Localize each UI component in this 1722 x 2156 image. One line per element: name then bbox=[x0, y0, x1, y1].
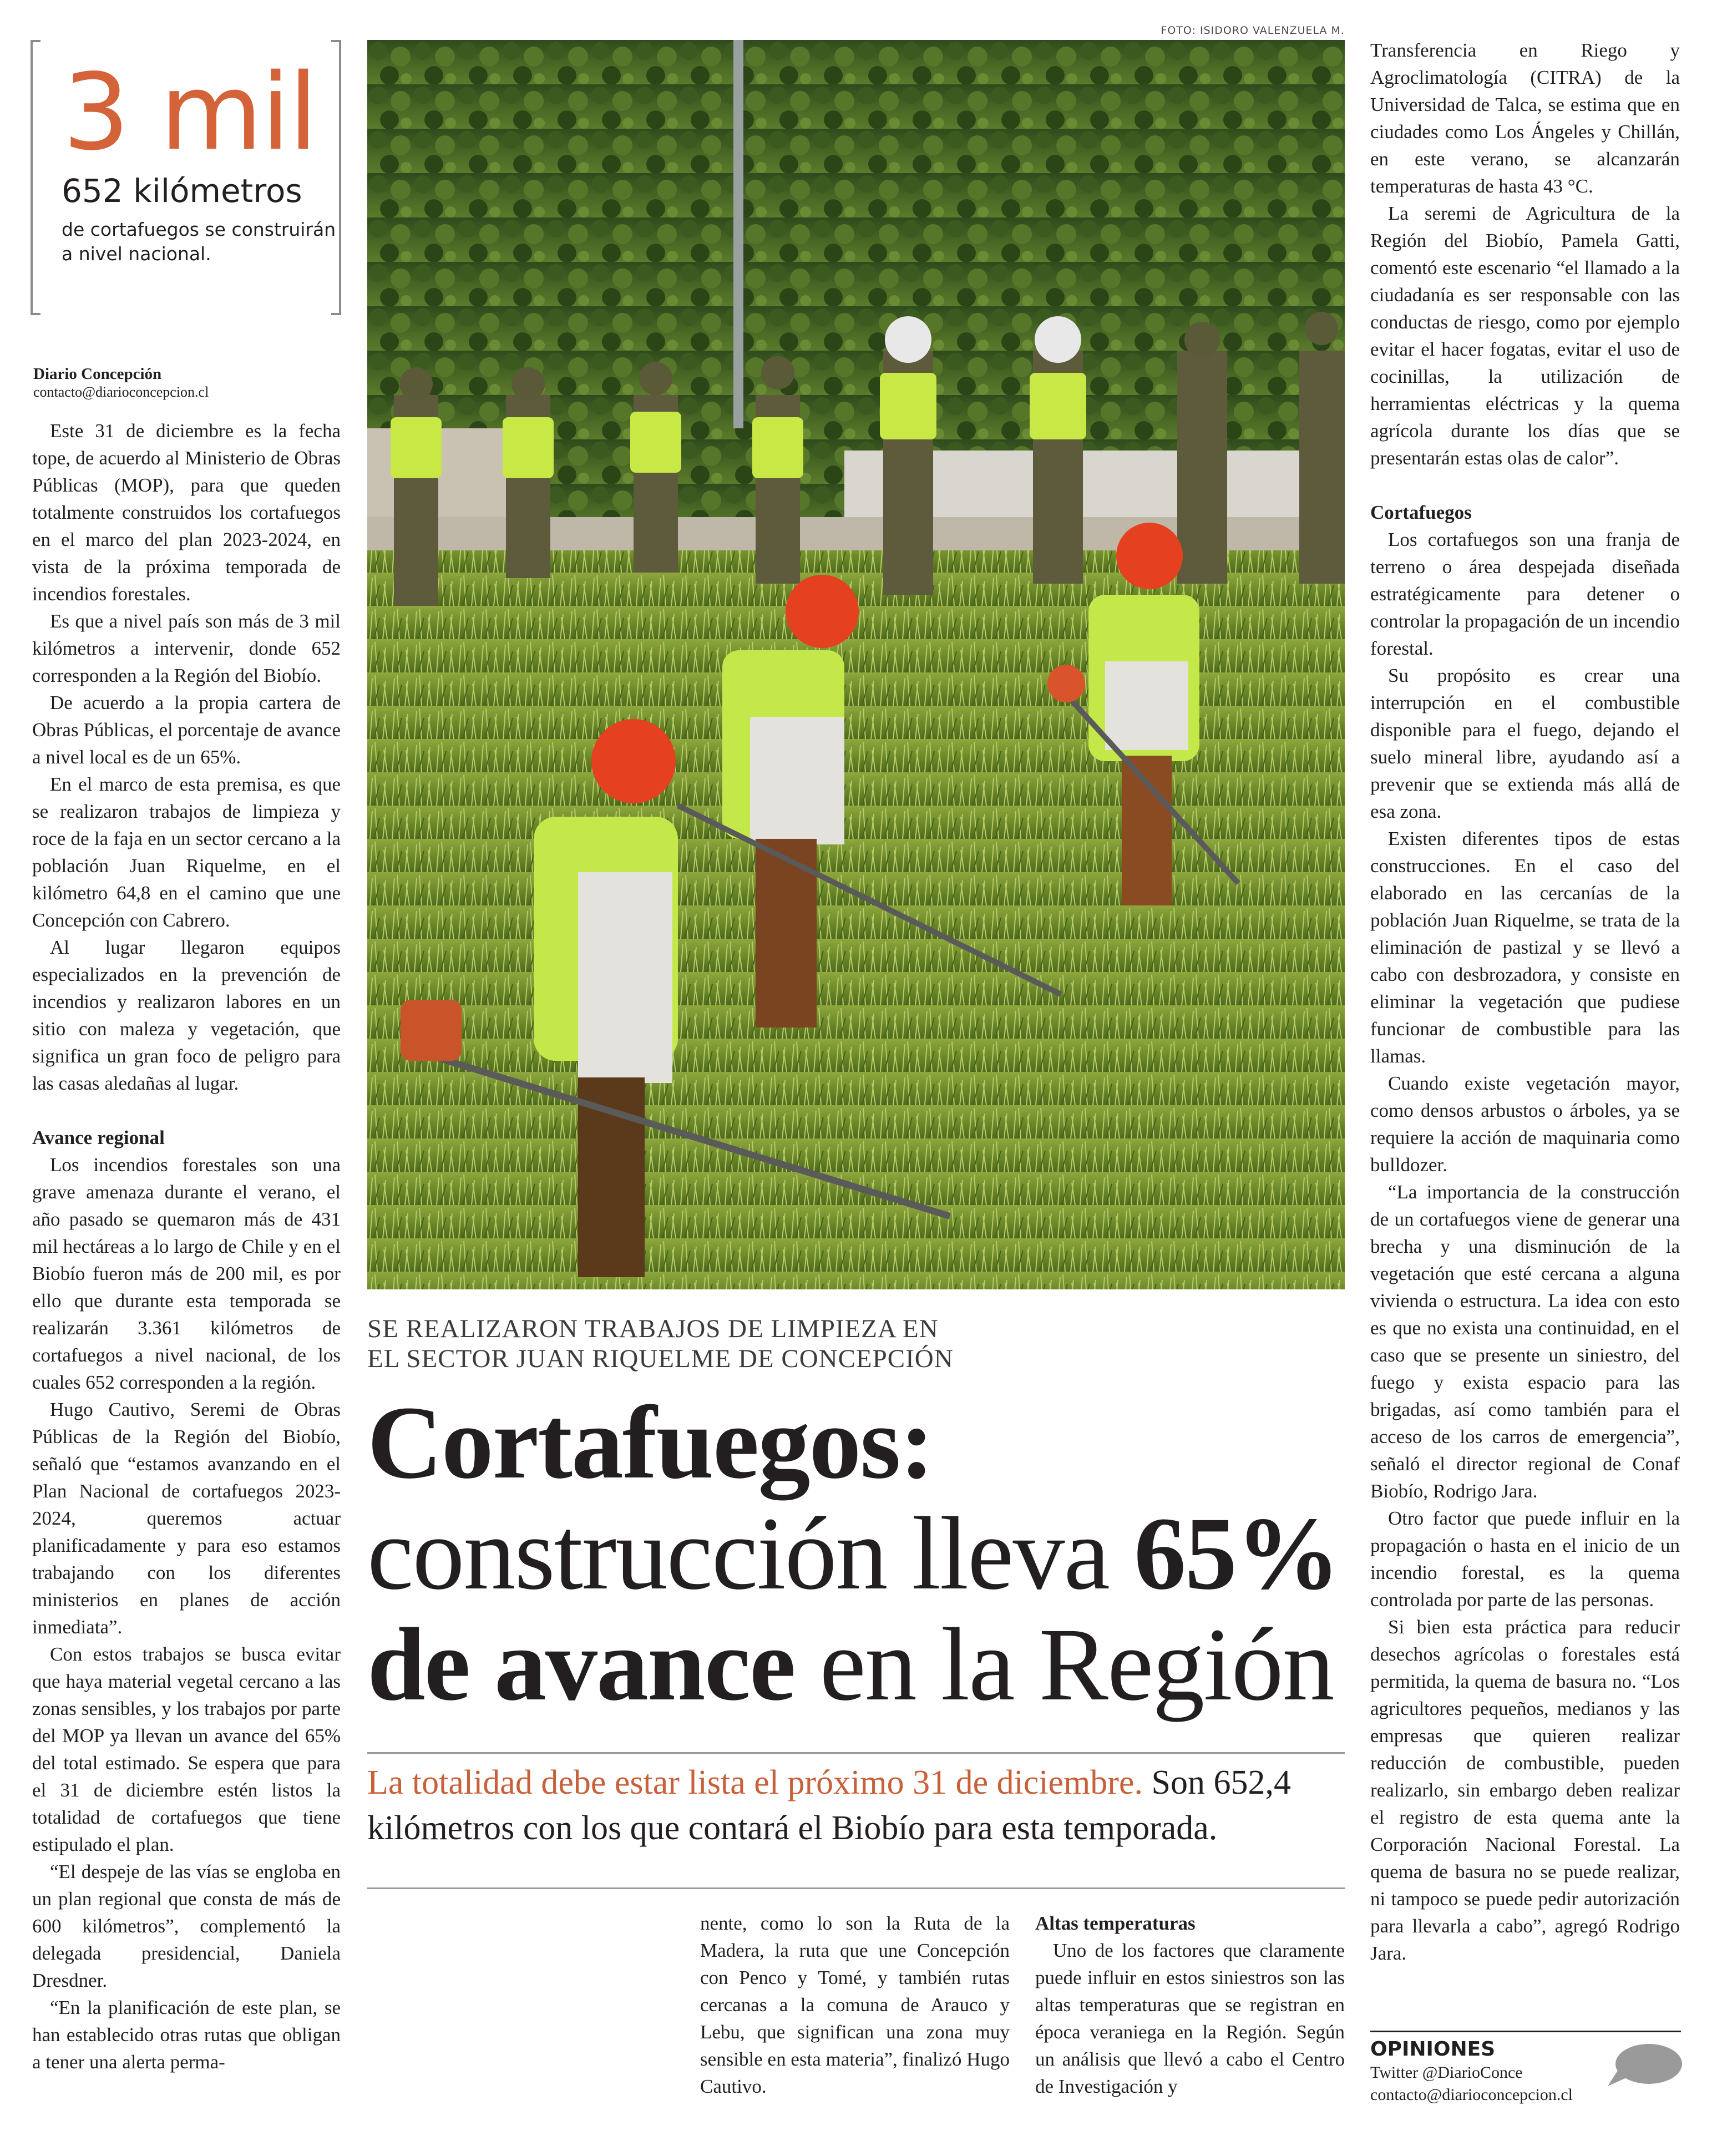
section-heading: Cortafuegos bbox=[1370, 502, 1472, 523]
bracket-left bbox=[31, 40, 40, 315]
byline-name: Diario Concepción bbox=[33, 365, 162, 383]
headline-line-3-bold: de avance bbox=[367, 1606, 795, 1722]
photo-illustration bbox=[367, 40, 1345, 1289]
stat-description: de cortafuegos se construirán a nivel nacional. bbox=[62, 219, 336, 265]
paragraph: Al lugar llegaron equipos especializados en la prevención de incendios y realizaron labores en un sitio con maleza y vegetación, que significa un gran foco de peligro para las casas aledañas al lugar. bbox=[32, 937, 341, 1094]
opinions-title: OPINIONES bbox=[1370, 2038, 1496, 2061]
paragraph: Hugo Cautivo, Seremi de Obras Públicas de la Región del Biobío, señaló que “estamos avanzando en el Plan Nacional de cortafuegos 2023-2024, queremos actuar planificadamente y para eso estamos trabajando con los diferentes ministerios en planes de acción inmediata”. bbox=[32, 1399, 341, 1638]
column-2 bbox=[700, 1910, 1010, 2100]
stat-box bbox=[31, 40, 341, 312]
opinions-email[interactable]: contacto@diarioconcepcion.cl bbox=[1370, 2086, 1573, 2104]
column-4 bbox=[1370, 37, 1680, 1967]
paragraph: En el marco de esta premisa, es que se realizaron trabajos de limpieza y roce de la faja en un sector cercano a la población Juan Riquelme, en el kilómetro 64,8 en el camino que une Concepción con Cabrero. bbox=[32, 773, 341, 931]
stat-subtitle: 652 kilómetros bbox=[62, 172, 302, 210]
column-3 bbox=[1035, 1910, 1345, 2100]
paragraph: De acuerdo a la propia cartera de Obras Públicas, el porcentaje de avance a nivel local es de un 65%. bbox=[32, 692, 341, 768]
paragraph: “La importancia de la construcción de un cortafuegos viene de generar una brecha y una disminución de la vegetación que esté cercana a alguna vivienda o estructura. La idea con esto es que no exista una continuidad, en el caso que se presente un siniestro, del fuego y exista espacio para las brigadas, así como también para el acceso de los carros de emergencia”, señaló el director regional de Conaf Biobío, Rodrigo Jara. bbox=[1370, 1181, 1680, 1502]
paragraph: Este 31 de diciembre es la fecha tope, de acuerdo al Ministerio de Obras Públicas (MOP), para que queden totalmente construidos los cortafuegos en el marco del plan 2023-2024, en vista de la próxima temporada de incendios forestales. bbox=[32, 420, 341, 605]
headline-line-2: construcción lleva bbox=[367, 1495, 1134, 1611]
kicker-line: EL SECTOR JUAN RIQUELME DE CONCEPCIÓN bbox=[367, 1344, 954, 1373]
divider bbox=[1370, 2031, 1681, 2032]
paragraph: “En la planificación de este plan, se han establecido otras rutas que obligan a tener una alerta perma- bbox=[32, 1997, 341, 2073]
headline bbox=[367, 1384, 1355, 1722]
headline-line-3: en la Región bbox=[794, 1606, 1334, 1722]
byline-email: contacto@diarioconcepcion.cl bbox=[33, 384, 209, 400]
divider bbox=[367, 1752, 1345, 1754]
column-1 bbox=[32, 417, 341, 2076]
paragraph: Los cortafuegos son una franja de terreno o área despejada diseñada estratégicamente para detener o controlar la propagación de un incendio forestal. bbox=[1370, 529, 1680, 659]
paragraph: Otro factor que puede influir en la propagación o hasta en el inicio de un incendio forestal, es la quema controlada por parte de las personas. bbox=[1370, 1507, 1680, 1611]
paragraph: La seremi de Agricultura de la Región del Biobío, Pamela Gatti, comentó este escenario “el llamado a la ciudadanía es ser responsable con las conductas de riesgo, como por ejemplo evitar el hacer fogatas, evitar el uso de cocinillas, la utilización de herramientas eléctricas y la quema agrícola durante los días que se presentarán estas olas de calor”. bbox=[1370, 203, 1680, 469]
paragraph: Es que a nivel país son más de 3 mil kilómetros a intervenir, donde 652 corresponden a la Región del Biobío. bbox=[32, 610, 341, 686]
bracket-right bbox=[331, 40, 341, 315]
paragraph: Cuando existe vegetación mayor, como densos arbustos o árboles, ya se requiere la acción de maquinaria como bulldozer. bbox=[1370, 1072, 1680, 1176]
paragraph: “El despeje de las vías se engloba en un plan regional que consta de más de 600 kilómetros”, complementó la delegada presidencial, Daniela Dresdner. bbox=[32, 1861, 341, 1991]
paragraph: Los incendios forestales son una grave amenaza durante el verano, el año pasado se quemaron más de 431 mil hectáreas a lo largo de Chile y en el Biobío fueron más de 200 mil, es por ello que durante esta temporada se realizarán 3.361 kilómetros de cortafuegos a nivel nacional, de los cuales 652 corresponden a la región. bbox=[32, 1154, 341, 1393]
paragraph: Existen diferentes tipos de estas construcciones. En el caso del elaborado en las cercanías de la población Juan Riquelme, se trata de la eliminación de pastizal y se llevó a cabo con desbrozadora, y consiste en eliminar la vegetación que pudiese funcionar de combustible para las llamas. bbox=[1370, 828, 1680, 1067]
stat-big-number: 3 mil bbox=[63, 51, 316, 174]
speech-bubble-icon bbox=[1605, 2042, 1683, 2088]
kicker bbox=[367, 1314, 1344, 1374]
article-photo bbox=[367, 40, 1345, 1289]
paragraph: Si bien esta práctica para reducir desechos agrícolas o forestales está permitida, la quema de basura no. “Los agricultores pequeños, medianos y las empresas que quieren realizar reducción de combustible, pueden realizarlo, sin embargo deben realizar el registro de esta quema ante la Corporación Nacional Forestal. La quema de basura no se puede realizar, ni tampoco se puede pedir autorización para llevarla a cabo”, agregó Rodrigo Jara. bbox=[1370, 1616, 1680, 1964]
lede-highlight: La totalidad debe estar lista el próximo 31 de diciembre. bbox=[367, 1764, 1143, 1801]
lede-text: Son 652,4 kilómetros con los que contará el Biobío para esta temporada. bbox=[367, 1764, 1291, 1847]
divider bbox=[367, 1887, 1345, 1889]
section-heading: Avance regional bbox=[32, 1127, 165, 1148]
lede bbox=[367, 1760, 1349, 1851]
kicker-line: SE REALIZARON TRABAJOS DE LIMPIEZA EN bbox=[367, 1314, 939, 1343]
paragraph: Su propósito es crear una interrupción en el combustible disponible para el fuego, dejando el suelo mineral libre, ayudando así a prevenir que se extienda más allá de esa zona. bbox=[1370, 665, 1680, 822]
opinions-twitter[interactable]: Twitter @DiarioConce bbox=[1370, 2063, 1523, 2082]
paragraph: Transferencia en Riego y Agroclimatología (CITRA) de la Universidad de Talca, se estima que en ciudades como Los Ángeles y Chillán, en este verano, se alcanzarán temperaturas de hasta 43 °C. bbox=[1370, 39, 1680, 197]
headline-percentage: 65% bbox=[1133, 1495, 1339, 1611]
headline-line-1: Cortafuegos: bbox=[367, 1384, 934, 1500]
section-heading: Altas temperaturas bbox=[1035, 1912, 1196, 1934]
photo-credit: FOTO: ISIDORO VALENZUELA M. bbox=[1161, 24, 1345, 37]
paragraph: Con estos trabajos se busca evitar que haya material vegetal cercano a las zonas sensibles, y los trabajos por parte del MOP ya llevan un avance del 65% del total estimado. Se espera que para el 31 de diciembre estén listos la totalidad de cortafuegos que tiene estipulado el plan. bbox=[32, 1643, 341, 1855]
paragraph: Uno de los factores que claramente puede influir en estos siniestros son las altas temperaturas que se registran en época veraniega en la Región. Según un análisis que llevó a cabo el Centro de Investigación y bbox=[1035, 1940, 1345, 2097]
paragraph: nente, como lo son la Ruta de la Madera, la ruta que une Concepción con Penco y Tomé, y también rutas cercanas a la comuna de Arauco y Lebu, que significan una zona muy sensible en esta materia”, finalizó Hugo Cautivo. bbox=[700, 1912, 1010, 2097]
